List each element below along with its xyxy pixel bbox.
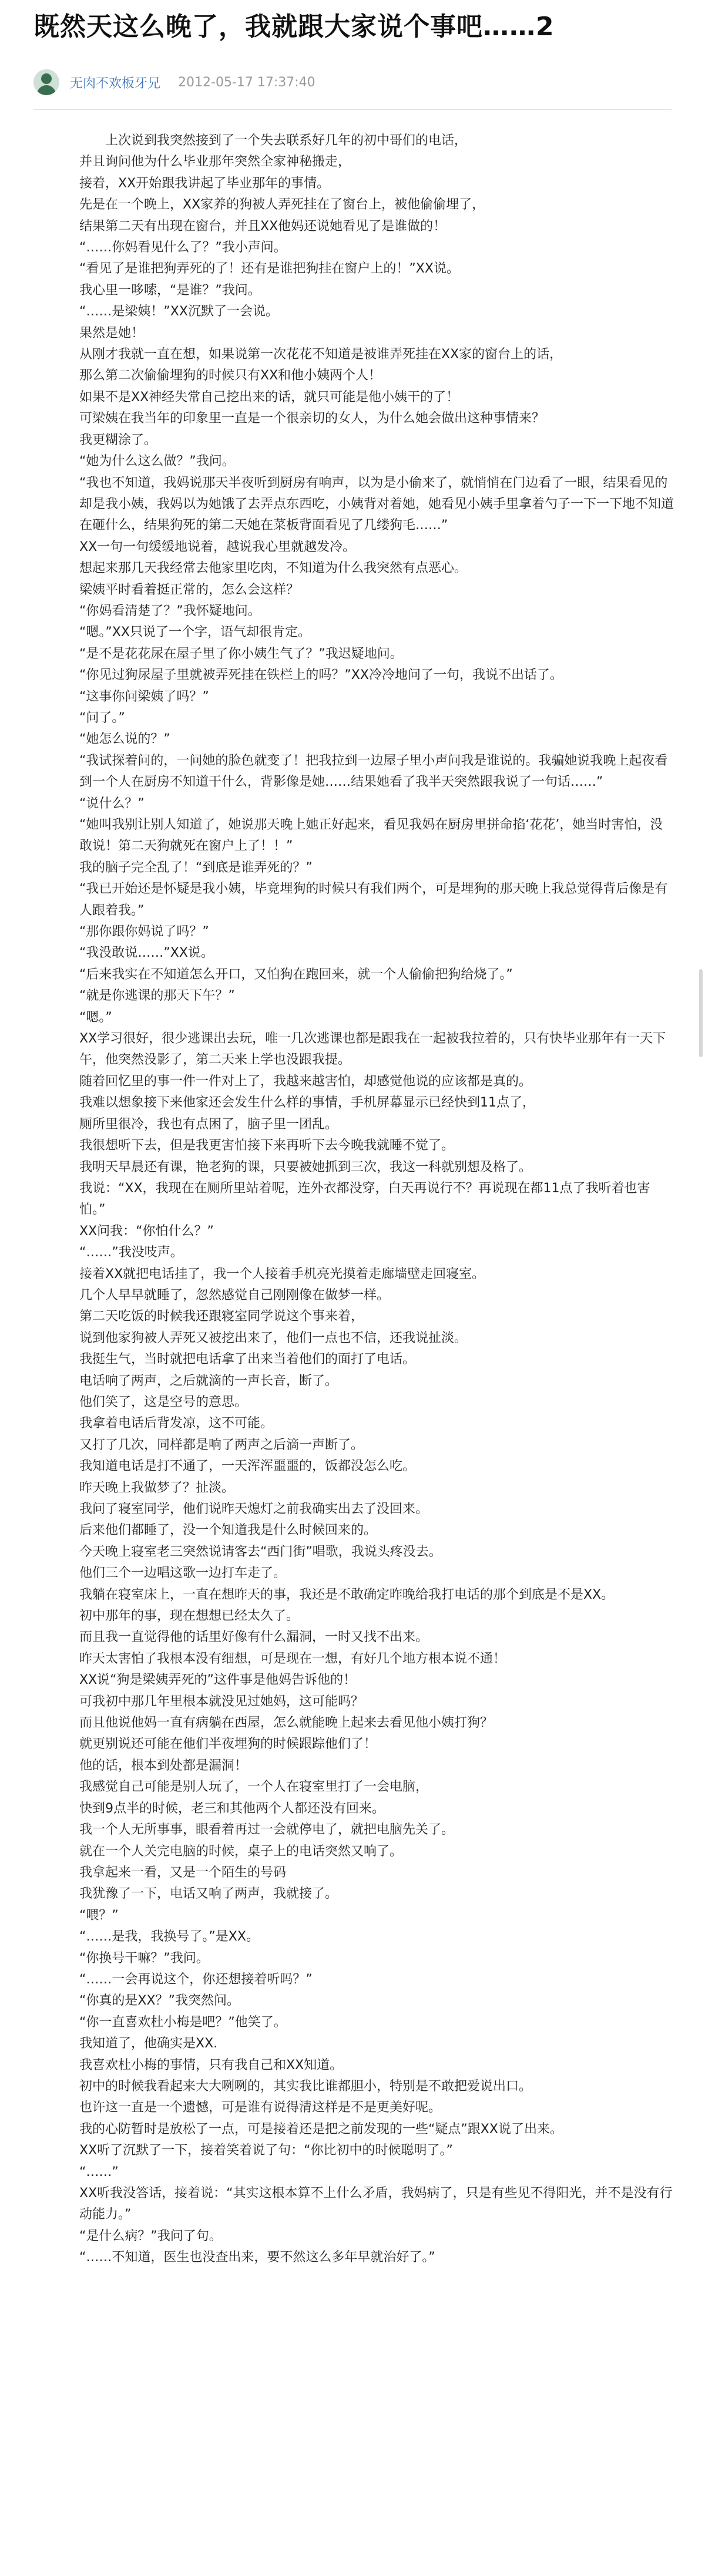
article-paragraph: 厕所里很冷，我也有点困了，脑子里一团乱。: [79, 1117, 338, 1132]
article-paragraph: “说什么？”: [79, 796, 145, 811]
article-paragraph: 我躺在寝室床上，一直在想昨天的事，我还是不敢确定昨晚给我打电话的那个到底是不是XX。: [79, 1587, 615, 1602]
article-paragraph: 我的心防暂时是放松了一点，可是接着还是把之前发现的一些“疑点”跟XX说了出来。: [79, 2121, 563, 2137]
article-paragraph: 后来他们都睡了，没一个知道我是什么时候回来的。: [79, 1523, 377, 1538]
article-paragraph: 而且他说他妈一直有病躺在西屋，怎么就能晚上起来去看见他小姨打狗？: [79, 1716, 494, 1731]
article-paragraph: 可梁姨在我当年的印象里一直是一个很亲切的女人，为什么她会做出这种事情来？: [79, 411, 545, 426]
article-paragraph: 我感觉自己可能是别人玩了，一个人在寝室里打了一会电脑，: [79, 1780, 429, 1795]
article-paragraph: “我试探着问的，一问她的脸色就变了！把我拉到一边屋子里小声问我是谁说的。我骗她说我晚上起夜看到一个人在厨房不知道干什么，背影像是她……结果她看了我半天突然跟我说了一句话……”: [79, 753, 668, 790]
article-paragraph: 第二天吃饭的时候我还跟寝室同学说这个事来着，: [79, 1309, 364, 1324]
article-paragraph: “你换号干嘛？”我问。: [79, 1951, 209, 1966]
article-paragraph: 先是在一个晚上，XX家养的狗被人弄死挂在了窗台上，被他偷偷埋了，: [79, 197, 485, 213]
article-paragraph: “嗯。”: [79, 1010, 112, 1025]
article-paragraph: 我喜欢杜小梅的事情，只有我自己和XX知道。: [79, 2057, 343, 2073]
article-paragraph: “那你跟你妈说了吗？”: [79, 924, 209, 940]
article-paragraph: 他们笑了，这是空号的意思。: [79, 1394, 248, 1410]
article-paragraph: 接着XX就把电话挂了，我一个人接着手机亮光摸着走廊墙壁走回寝室。: [79, 1266, 485, 1282]
article-paragraph: 结果第二天有出现在窗台，并且XX他妈还说她看见了是谁做的！: [79, 218, 446, 234]
article-paragraph: 那么第二次偷偷埋狗的时候只有XX和他小姨两个人！: [79, 368, 382, 384]
article-paragraph: “……一会再说这个，你还想接着听吗？”: [79, 1972, 313, 1987]
article-paragraph: 从刚才我就一直在想，如果说第一次花花不知道是被谁弄死挂在XX家的窗台上的话，: [79, 347, 563, 362]
article-paragraph: 上次说到我突然接到了一个失去联系好几年的初中哥们的电话，: [79, 133, 468, 148]
article-paragraph: 初中的时候我看起来大大咧咧的，其实我比谁都胆小，特别是不敢把爱说出口。: [79, 2079, 532, 2094]
article-paragraph: “……你妈看见什么了？”我小声问。: [79, 240, 287, 255]
article-paragraph: 他们三个一边唱这歌一边打车走了。: [79, 1566, 287, 1581]
article-paragraph: “我没敢说……”XX说。: [79, 946, 214, 961]
post-meta: [33, 66, 315, 99]
article-paragraph: 想起来那几天我经常去他家里吃肉，不知道为什么我突然有点恶心。: [79, 561, 468, 576]
article-paragraph: “嗯。”XX只说了一个字，语气却很肯定。: [79, 625, 311, 640]
article-paragraph: “……”我没吱声。: [79, 1245, 183, 1260]
article-paragraph: “……是我，我换号了。”是XX。: [79, 1929, 259, 1945]
article-paragraph: 果然是她！: [79, 325, 145, 341]
article-paragraph: 我挺生气，当时就把电话拿了出来当着他们的面打了电话。: [79, 1352, 416, 1367]
article-paragraph: “她为什么这么做？”我问。: [79, 454, 235, 469]
article-paragraph: “……不知道，医生也没查出来，要不然这么多年早就治好了。”: [79, 2250, 435, 2265]
article-paragraph: “……”: [79, 2164, 119, 2180]
article-paragraph: 说到他家狗被人弄死又被挖出来了，他们一点也不信，还我说扯淡。: [79, 1330, 468, 1346]
article-paragraph: “她怎么说的？”: [79, 732, 170, 747]
article-paragraph: “这事你问梁姨了吗？”: [79, 689, 209, 704]
article-paragraph: XX一句一句缓缓地说着，越说我心里就越发冷。: [79, 539, 356, 554]
article-paragraph: 我拿着电话后背发凉，这不可能。: [79, 1416, 274, 1431]
article-paragraph: 就在一个人关完电脑的时候，桌子上的电话突然又响了。: [79, 1844, 403, 1859]
article-paragraph: 我问了寝室同学，他们说昨天熄灯之前我确实出去了没回来。: [79, 1502, 429, 1516]
article-paragraph: 他的话，根本到处都是漏洞！: [79, 1758, 248, 1773]
article-paragraph: 我难以想象接下来他家还会发生什么样的事情，手机屏幕显示已经快到11点了，: [79, 1095, 535, 1111]
user-silhouette-icon: [41, 73, 52, 84]
article-paragraph: XX问我：“你怕什么？”: [79, 1223, 214, 1239]
article-paragraph: 我拿起来一看，又是一个陌生的号码: [79, 1865, 287, 1880]
article-paragraph: 也许这一直是一个遗憾，可是谁有说得清这样是不是更美好呢。: [79, 2100, 442, 2116]
article-paragraph: “你真的是XX？”我突然问。: [79, 1993, 240, 2009]
post-date: 2012-05-17 17:37:40: [178, 75, 315, 90]
article-paragraph: “问了。”: [79, 710, 125, 725]
article-paragraph: 而且我一直觉得他的话里好像有什么漏洞，一时又找不出来。: [79, 1630, 429, 1645]
article-paragraph: 我一个人无所事事，眼看着再过一会就停电了，就把电脑先关了。: [79, 1822, 455, 1838]
post-title: 既然天这么晚了，我就跟大家说个事吧……2: [33, 12, 555, 42]
article-paragraph: 我很想听下去，但是我更害怕接下来再听下去今晚我就睡不觉了。: [79, 1138, 455, 1154]
article-paragraph: “她叫我别让别人知道了，她说那天晚上她正好起来，看见我妈在厨房里拼命掐‘花花’，她当时害怕，没敢说！第二天狗就死在窗户上了！！”: [79, 818, 663, 854]
article-paragraph: “……是梁姨！”XX沉默了一会说。: [79, 304, 278, 320]
article-paragraph: “看见了是谁把狗弄死的了！还有是谁把狗挂在窗户上的！”XX说。: [79, 261, 459, 277]
article-paragraph: 我知道了，他确实是XX.: [79, 2036, 218, 2052]
article-paragraph: XX听了沉默了一下，接着笑着说了句：“你比初中的时候聪明了。”: [79, 2143, 453, 2158]
author-link[interactable]: 无肉不欢板牙兄: [70, 76, 161, 91]
article-paragraph: 梁姨平时看着挺正常的，怎么会这样？: [79, 582, 300, 597]
article-paragraph: 就更别说还可能在他们半夜埋狗的时候跟踪他们了！: [79, 1737, 377, 1752]
article-paragraph: 昨天太害怕了我根本没有细想，可是现在一想，有好几个地方根本说不通！: [79, 1651, 506, 1666]
article-paragraph: 快到9点半的时候，老三和其他两个人都还没有回来。: [79, 1801, 385, 1816]
article-paragraph: “你见过狗尿屋子里就被弄死挂在铁栏上的吗？”XX冷冷地问了一句，我说不出话了。: [79, 668, 563, 683]
article-paragraph: 今天晚上寝室老三突然说请客去“西门街”唱歌，我说头疼没去。: [79, 1544, 442, 1559]
article-paragraph: “是什么病？”我问了句。: [79, 2228, 222, 2244]
article-paragraph: 我的脑子完全乱了！“到底是谁弄死的？”: [79, 860, 313, 875]
article-paragraph: 我知道电话是打不通了，一天浑浑噩噩的，饭都没怎么吃。: [79, 1459, 416, 1474]
article-paragraph: 我更糊涂了。: [79, 432, 157, 448]
article-paragraph: XX说“狗是梁姨弄死的”这件事是他妈告诉他的！: [79, 1673, 356, 1688]
article-paragraph: “我已开始还是怀疑是我小姨，毕竟埋狗的时候只有我们两个，可是埋狗的那天晚上我总觉得背后像是有人跟着我。”: [79, 882, 668, 918]
article-paragraph: “你妈看清楚了？”我怀疑地问。: [79, 603, 261, 618]
scrollbar[interactable]: [699, 969, 703, 1057]
article-paragraph: 昨天晚上我做梦了？扯淡。: [79, 1480, 235, 1495]
article-body: [79, 130, 674, 2269]
article-paragraph: 并且询问他为什么毕业那年突然全家神秘搬走，: [79, 154, 351, 170]
article-paragraph: 如果不是XX神经失常自己挖出来的话，就只可能是他小姨干的了！: [79, 389, 459, 405]
article-paragraph: “我也不知道，我妈说那天半夜听到厨房有响声，以为是小偷来了，就悄悄在门边看了一眼，结果看见的却是我小姨，我妈以为她饿了去弄点东西吃，小姨背对着她，她看见小姨手里拿着勺子一下一下地不知道在砸什么，结果狗死的第二天她在菜板背面看见了几缕狗毛……”: [79, 475, 674, 533]
article-paragraph: 我说：“XX，我现在在厕所里站着呢，连外衣都没穿，白天再说行不？再说现在都11点了我听着也害怕。”: [79, 1181, 650, 1218]
avatar[interactable]: [33, 69, 59, 95]
article-paragraph: “是不是花花尿在屋子里了你小姨生气了？”我迟疑地问。: [79, 646, 403, 661]
article-paragraph: 我犹豫了一下，电话又响了两声，我就接了。: [79, 1886, 338, 1902]
article-paragraph: “后来我实在不知道怎么开口，又怕狗在跑回来，就一个人偷偷把狗给烧了。”: [79, 967, 513, 982]
article-paragraph: 随着回忆里的事一件一件对上了，我越来越害怕，却感觉他说的应该都是真的。: [79, 1074, 532, 1089]
article-paragraph: 又打了几次，同样都是响了两声之后滴一声断了。: [79, 1437, 364, 1452]
article-paragraph: 我心里一哆嗦，“是谁？”我问。: [79, 283, 261, 298]
divider: [33, 109, 672, 110]
article-paragraph: 可我初中那几年里根本就没见过她妈，这可能吗？: [79, 1694, 364, 1709]
article-paragraph: 电话响了两声，之后就滴的一声长音，断了。: [79, 1373, 338, 1388]
article-paragraph: 初中那年的事，现在想想已经太久了。: [79, 1609, 300, 1624]
article-paragraph: “你一直喜欢杜小梅是吧？”他笑了。: [79, 2015, 287, 2030]
article-paragraph: XX学习很好，很少逃课出去玩，唯一几次逃课也都是跟我在一起被我拉着的，只有快毕业那年有一天下午，他突然没影了，第二天来上学也没跟我提。: [79, 1031, 666, 1068]
article-paragraph: 我明天早晨还有课，艳老狗的课，只要被她抓到三次，我这一科就别想及格了。: [79, 1159, 532, 1175]
article-paragraph: “喂？”: [79, 1908, 119, 1923]
article-paragraph: XX听我没答话，接着说：“其实这根本算不上什么矛盾，我妈病了，只是有些见不得阳光，并不是没有行动能力。”: [79, 2186, 673, 2222]
article-paragraph: 接着，XX开始跟我讲起了毕业那年的事情。: [79, 176, 330, 191]
article-paragraph: 几个人早早就睡了，忽然感觉自己刚刚像在做梦一样。: [79, 1287, 390, 1303]
article-paragraph: “就是你逃课的那天下午？”: [79, 988, 235, 1004]
